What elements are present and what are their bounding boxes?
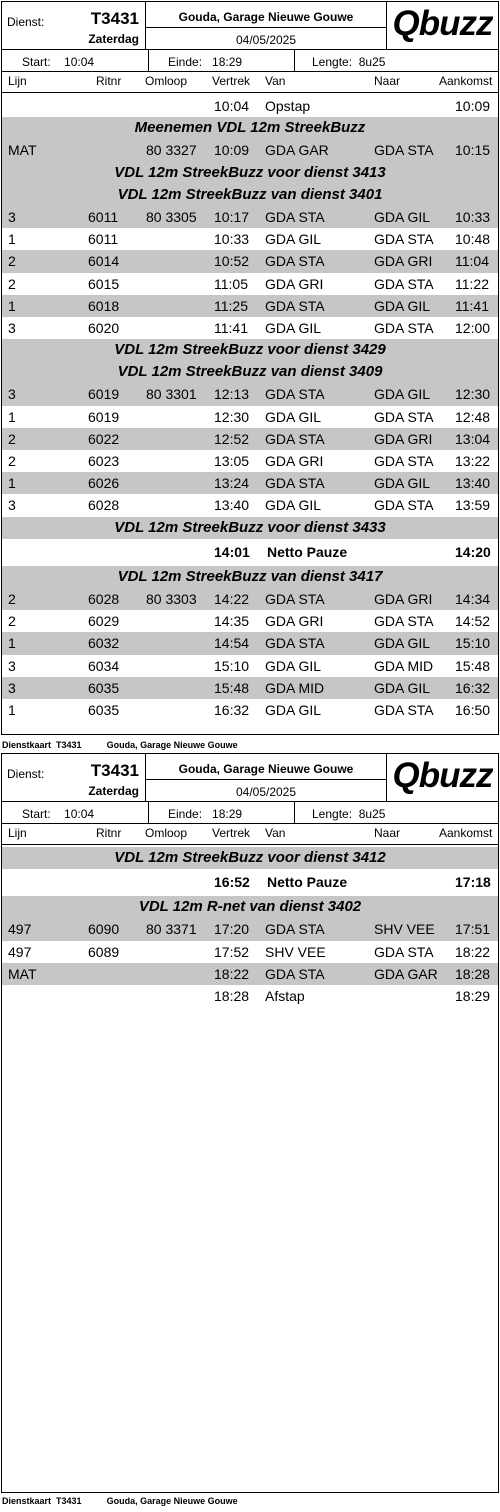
- cell-vertrek: 17:52: [214, 943, 250, 960]
- trip-row: [2, 985, 498, 1007]
- cell-aankomst: 18:29: [455, 987, 491, 1004]
- trip-row: [2, 941, 498, 963]
- section-title-text: Meenemen VDL 12m StreekBuzz: [134, 119, 366, 137]
- cell-vertrek: 11:25: [214, 297, 248, 314]
- cell-van: GDA STA: [265, 208, 325, 225]
- cell-aankomst: 13:59: [455, 497, 491, 514]
- trip-row: [2, 655, 498, 677]
- cell-lijn: 2: [8, 253, 16, 270]
- times-bar: [2, 50, 498, 72]
- qbuzz-logo: Qbuzz: [392, 756, 493, 795]
- cell-naar: GDA GAR: [374, 965, 438, 982]
- header-divider: [145, 27, 386, 28]
- cell-aankomst: 15:48: [455, 657, 491, 674]
- cell-vertrek: 16:32: [214, 701, 250, 718]
- cell-aankomst: 13:22: [455, 453, 491, 469]
- cell-vertrek: 15:10: [214, 657, 250, 674]
- cell-lijn: 497: [8, 943, 32, 960]
- section-title-text: VDL 12m StreekBuzz voor dienst 3429: [114, 341, 386, 359]
- cell-naar: GDA GIL: [374, 679, 431, 696]
- cell-vertrek: 15:48: [214, 679, 250, 696]
- dienstkaart-card: [1, 1, 499, 735]
- dienst-code: T3431: [90, 9, 139, 28]
- duration: Lengte: 8u25: [312, 807, 386, 821]
- col-naar: Naar: [374, 826, 401, 840]
- cell-naar: SHV VEE: [374, 921, 435, 938]
- cell-van: GDA STA: [265, 475, 325, 492]
- cell-naar: GDA STA: [374, 453, 434, 469]
- cell-van: Opstap: [265, 98, 311, 114]
- cell-van: GDA GIL: [265, 231, 322, 248]
- times-divider: [148, 802, 149, 824]
- cell-omloop: 80 3301: [146, 386, 197, 403]
- garage-name: Gouda, Garage Nieuwe Gouwe: [178, 762, 354, 776]
- section-title-text: VDL 12m StreekBuzz van dienst 3417: [117, 567, 383, 585]
- cell-lijn: 1: [8, 231, 16, 248]
- cell-ritnr: 6014: [88, 253, 120, 270]
- cell-ritnr: 6022: [88, 430, 120, 447]
- cell-aankomst: 14:20: [455, 543, 491, 560]
- cell-van: GDA STA: [265, 430, 325, 447]
- cell-van: GDA STA: [265, 297, 325, 314]
- trip-row: [2, 228, 498, 250]
- trip-row: [2, 317, 498, 339]
- qbuzz-logo: Qbuzz: [392, 4, 493, 43]
- cell-ritnr: 6023: [88, 453, 120, 469]
- cell-lijn: 497: [8, 921, 32, 938]
- trip-row: [2, 494, 498, 516]
- cell-aankomst: 12:30: [455, 386, 491, 403]
- cell-naar: GDA MID: [374, 657, 434, 674]
- cell-aankomst: 16:50: [455, 701, 491, 718]
- cell-naar: GDA STA: [374, 613, 434, 630]
- cell-omloop: 80 3371: [146, 921, 197, 938]
- service-date: 04/05/2025: [235, 785, 297, 799]
- col-aankomst: Aankomst: [439, 826, 493, 840]
- col-omloop: Omloop: [145, 826, 188, 840]
- col-aankomst: Aankomst: [439, 74, 493, 88]
- cell-aankomst: 12:00: [455, 319, 491, 336]
- cell-naar: GDA GIL: [374, 386, 431, 403]
- cell-ritnr: 6011: [88, 231, 119, 248]
- cell-van: GDA MID: [265, 679, 325, 696]
- pause-row: [2, 539, 498, 566]
- cell-aankomst: 10:09: [455, 98, 491, 114]
- page-footer: Dienstkaart T3431 Gouda, Garage Nieuwe Gouwe: [2, 1496, 238, 1506]
- cell-vertrek: 18:22: [214, 965, 250, 982]
- service-date: 04/05/2025: [235, 33, 297, 47]
- cell-aankomst: 11:41: [455, 297, 489, 314]
- cell-aankomst: 14:52: [455, 613, 491, 630]
- cell-naar: GDA GIL: [374, 208, 431, 225]
- section-title-text: VDL 12m R-net van dienst 3402: [138, 898, 362, 916]
- trip-row: [2, 677, 498, 699]
- cell-ritnr: 6028: [88, 497, 120, 514]
- end-time: Einde: 18:29: [168, 807, 243, 821]
- trip-row: [2, 295, 498, 317]
- cell-vertrek: 10:09: [214, 142, 250, 159]
- dienst-code: T3431: [90, 761, 139, 780]
- cell-ritnr: 6090: [88, 921, 120, 938]
- cell-ritnr: 6011: [88, 208, 119, 225]
- cell-lijn: 2: [8, 590, 16, 607]
- section-title: [2, 162, 498, 184]
- cell-naar: GDA STA: [374, 275, 434, 292]
- cell-vertrek: 11:05: [214, 275, 248, 292]
- trip-row: [2, 206, 498, 228]
- cell-ritnr: 6035: [88, 679, 120, 696]
- trip-row: [2, 963, 498, 985]
- header-divider: [145, 779, 386, 780]
- cell-ritnr: 6026: [88, 475, 120, 492]
- cell-omloop: 80 3303: [146, 590, 197, 607]
- trip-row: [2, 918, 498, 940]
- dienstkaart-page-2: [0, 752, 500, 1512]
- cell-lijn: 1: [8, 297, 16, 314]
- trip-row: [2, 95, 498, 117]
- cell-ritnr: 6034: [88, 657, 120, 674]
- cell-lijn: 3: [8, 386, 16, 403]
- cell-naar: GDA STA: [374, 943, 434, 960]
- cell-van: GDA STA: [265, 590, 325, 607]
- cell-naar: GDA STA: [374, 319, 434, 336]
- section-title: [2, 361, 498, 383]
- cell-lijn: 2: [8, 453, 16, 469]
- cell-naar: GDA GRI: [374, 590, 433, 607]
- cell-omloop: 80 3305: [146, 208, 197, 225]
- cell-vertrek: 12:30: [214, 408, 250, 425]
- cell-naar: GDA GRI: [374, 253, 433, 270]
- section-title: [2, 517, 498, 539]
- times-divider: [148, 50, 149, 72]
- col-vertrek: Vertrek: [212, 74, 251, 88]
- cell-aankomst: 12:48: [455, 408, 491, 425]
- cell-aankomst: 15:10: [455, 635, 491, 652]
- cell-van: GDA GIL: [265, 657, 322, 674]
- cell-naar: GDA STA: [374, 231, 434, 248]
- cell-naar: GDA GIL: [374, 475, 431, 492]
- cell-naar: GDA STA: [374, 142, 434, 159]
- cell-lijn: MAT: [8, 965, 37, 982]
- cell-van: GDA GIL: [265, 319, 322, 336]
- cell-van: GDA STA: [265, 635, 325, 652]
- start-time: Start: 10:04: [22, 55, 95, 69]
- cell-aankomst: 10:33: [455, 208, 491, 225]
- cell-vertrek: 12:52: [214, 430, 250, 447]
- cell-vertrek: 10:52: [214, 253, 250, 270]
- section-title-text: VDL 12m StreekBuzz van dienst 3409: [117, 363, 383, 381]
- column-headers: [2, 824, 498, 845]
- cell-vertrek: 14:54: [214, 635, 250, 652]
- col-ritnr: Ritnr: [96, 74, 122, 88]
- cell-ritnr: 6032: [88, 635, 120, 652]
- col-naar: Naar: [374, 74, 401, 88]
- cell-ritnr: 6019: [88, 386, 120, 403]
- section-title-text: VDL 12m StreekBuzz voor dienst 3413: [114, 163, 386, 181]
- cell-omloop: 80 3327: [146, 142, 197, 159]
- cell-vertrek: 13:40: [214, 497, 250, 514]
- card-header: [2, 754, 498, 802]
- times-divider: [294, 802, 295, 824]
- section-title: [2, 117, 498, 139]
- pause-row: [2, 869, 498, 896]
- cell-naar: GDA STA: [374, 408, 434, 425]
- duration: Lengte: 8u25: [312, 55, 386, 69]
- cell-lijn: 1: [8, 701, 16, 718]
- cell-ritnr: 6019: [88, 408, 120, 425]
- cell-vertrek: 16:52: [214, 874, 250, 891]
- cell-aankomst: 18:22: [455, 943, 491, 960]
- cell-van: Afstap: [265, 987, 305, 1004]
- trip-row: [2, 273, 498, 295]
- cell-van: Netto Pauze: [267, 874, 348, 891]
- dienst-day: Zaterdag: [88, 32, 139, 46]
- cell-ritnr: 6089: [88, 943, 120, 960]
- cell-van: GDA GRI: [265, 275, 324, 292]
- cell-van: GDA GAR: [265, 142, 329, 159]
- cell-aankomst: 18:28: [455, 965, 491, 982]
- dienstkaart-card: [1, 753, 499, 1493]
- cell-vertrek: 13:05: [214, 453, 250, 469]
- column-headers: [2, 72, 498, 93]
- col-vertrek: Vertrek: [212, 826, 251, 840]
- cell-lijn: MAT: [8, 142, 37, 159]
- trip-row: [2, 699, 498, 721]
- start-time: Start: 10:04: [22, 807, 95, 821]
- cell-lijn: 3: [8, 657, 16, 674]
- cell-vertrek: 10:17: [214, 208, 250, 225]
- dienstkaart-page-1: [0, 0, 500, 752]
- section-title-text: VDL 12m StreekBuzz van dienst 3401: [117, 185, 383, 203]
- cell-aankomst: 11:22: [455, 275, 489, 292]
- cell-vertrek: 14:35: [214, 613, 250, 630]
- card-header: [2, 2, 498, 50]
- cell-aankomst: 14:34: [455, 590, 491, 607]
- cell-vertrek: 13:24: [214, 475, 250, 492]
- garage-name: Gouda, Garage Nieuwe Gouwe: [178, 10, 354, 24]
- cell-van: GDA STA: [265, 386, 325, 403]
- cell-vertrek: 14:22: [214, 590, 250, 607]
- section-title: [2, 847, 498, 869]
- trip-list: [2, 95, 498, 721]
- cell-aankomst: 16:32: [455, 679, 491, 696]
- cell-ritnr: 6035: [88, 701, 120, 718]
- col-van: Van: [265, 826, 286, 840]
- cell-lijn: 3: [8, 319, 16, 336]
- trip-row: [2, 588, 498, 610]
- cell-van: GDA GIL: [265, 497, 322, 514]
- cell-ritnr: 6029: [88, 613, 120, 630]
- cell-aankomst: 17:18: [455, 874, 491, 891]
- cell-ritnr: 6018: [88, 297, 120, 314]
- cell-vertrek: 18:28: [214, 987, 250, 1004]
- cell-ritnr: 6028: [88, 590, 120, 607]
- section-title: [2, 566, 498, 588]
- cell-van: GDA GIL: [265, 701, 322, 718]
- col-lijn: Lijn: [8, 74, 27, 88]
- section-title: [2, 339, 498, 361]
- cell-naar: GDA GRI: [374, 430, 433, 447]
- section-title-text: VDL 12m StreekBuzz voor dienst 3433: [114, 518, 386, 536]
- trip-row: [2, 250, 498, 272]
- dienst-label: Dienst:: [7, 15, 45, 29]
- cell-lijn: 3: [8, 679, 16, 696]
- trip-row: [2, 610, 498, 632]
- cell-vertrek: 12:13: [214, 386, 250, 403]
- cell-aankomst: 13:04: [455, 430, 491, 447]
- times-bar: [2, 802, 498, 824]
- cell-aankomst: 10:15: [455, 142, 491, 159]
- cell-lijn: 1: [8, 635, 16, 652]
- col-lijn: Lijn: [8, 826, 27, 840]
- col-omloop: Omloop: [145, 74, 188, 88]
- cell-naar: GDA GIL: [374, 297, 431, 314]
- trip-row: [2, 428, 498, 450]
- cell-van: SHV VEE: [265, 943, 326, 960]
- section-title: [2, 184, 498, 206]
- trip-row: [2, 450, 498, 472]
- cell-lijn: 2: [8, 430, 16, 447]
- cell-van: GDA STA: [265, 965, 325, 982]
- trip-list: [2, 847, 498, 1007]
- cell-aankomst: 11:04: [455, 253, 489, 270]
- cell-van: GDA STA: [265, 253, 325, 270]
- cell-vertrek: 11:41: [214, 319, 248, 336]
- dienst-day: Zaterdag: [88, 784, 139, 798]
- cell-lijn: 3: [8, 208, 16, 225]
- cell-lijn: 1: [8, 408, 16, 425]
- dienst-label: Dienst:: [7, 767, 45, 781]
- cell-vertrek: 10:04: [214, 98, 250, 114]
- cell-aankomst: 17:51: [455, 921, 491, 938]
- cell-naar: GDA GIL: [374, 635, 431, 652]
- cell-lijn: 1: [8, 475, 16, 492]
- cell-naar: GDA STA: [374, 497, 434, 514]
- cell-van: GDA STA: [265, 921, 325, 938]
- col-van: Van: [265, 74, 286, 88]
- section-title-text: VDL 12m StreekBuzz voor dienst 3412: [114, 849, 386, 866]
- trip-row: [2, 632, 498, 654]
- cell-lijn: 2: [8, 613, 16, 630]
- cell-lijn: 2: [8, 275, 16, 292]
- end-time: Einde: 18:29: [168, 55, 243, 69]
- trip-row: [2, 472, 498, 494]
- cell-aankomst: 10:48: [455, 231, 491, 248]
- page-footer: Dienstkaart T3431 Gouda, Garage Nieuwe Gouwe: [2, 740, 238, 750]
- trip-row: [2, 383, 498, 405]
- cell-van: GDA GIL: [265, 408, 322, 425]
- trip-row: [2, 406, 498, 428]
- section-title: [2, 896, 498, 918]
- cell-aankomst: 13:40: [455, 475, 491, 492]
- cell-vertrek: 10:33: [214, 231, 250, 248]
- cell-ritnr: 6020: [88, 319, 120, 336]
- cell-van: GDA GRI: [265, 453, 324, 469]
- cell-naar: GDA STA: [374, 701, 434, 718]
- cell-van: Netto Pauze: [267, 543, 348, 560]
- trip-row: [2, 139, 498, 161]
- cell-lijn: 3: [8, 497, 16, 514]
- cell-ritnr: 6015: [88, 275, 120, 292]
- cell-vertrek: 14:01: [214, 543, 250, 560]
- col-ritnr: Ritnr: [96, 826, 122, 840]
- cell-vertrek: 17:20: [214, 921, 250, 938]
- times-divider: [294, 50, 295, 72]
- cell-van: GDA GRI: [265, 613, 324, 630]
